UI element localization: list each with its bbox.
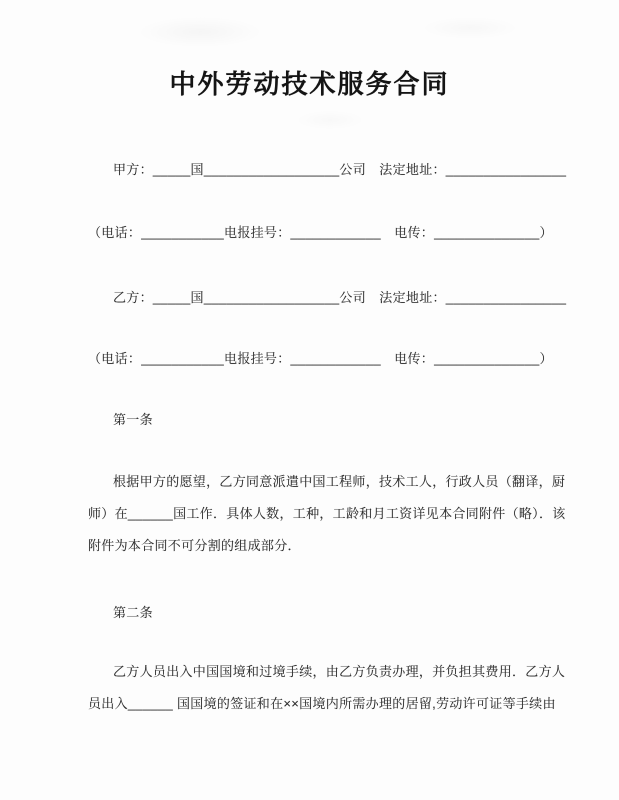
article-2-heading: 第二条	[113, 605, 153, 620]
article-1-paragraph-line-1: 根据甲方的愿望，乙方同意派遣中国工程师，技术工人，行政人员（翻译，厨	[113, 474, 566, 489]
article-2-paragraph-line-1: 乙方人员出入中国国境和过境手续，由乙方负责办理，并负担其费用．乙方人	[113, 664, 566, 679]
article-2-paragraph-line-2: 员出入______ 国国境的签证和在××国境内所需办理的居留,劳动许可证等手续由	[88, 696, 556, 711]
article-1-heading: 第一条	[113, 412, 153, 427]
article-1-paragraph-line-2: 师）在______国工作．具体人数，工种，工龄和月工资详见本合同附件（略）．该	[88, 506, 566, 521]
party-a-contact-line: （电话：___________电报挂号：____________ 电传：______________）	[88, 225, 553, 240]
article-1-paragraph-line-3: 附件为本合同不可分割的组成部分．	[88, 538, 301, 553]
party-b-line: 乙方：_____国__________________公司 法定地址：________________	[113, 290, 567, 305]
party-b-contact-line: （电话：___________电报挂号：____________ 电传：______________）	[88, 351, 553, 366]
page-title: 中外劳动技术服务合同	[169, 69, 450, 99]
party-a-line: 甲方：_____国__________________公司 法定地址：________________	[113, 162, 567, 177]
